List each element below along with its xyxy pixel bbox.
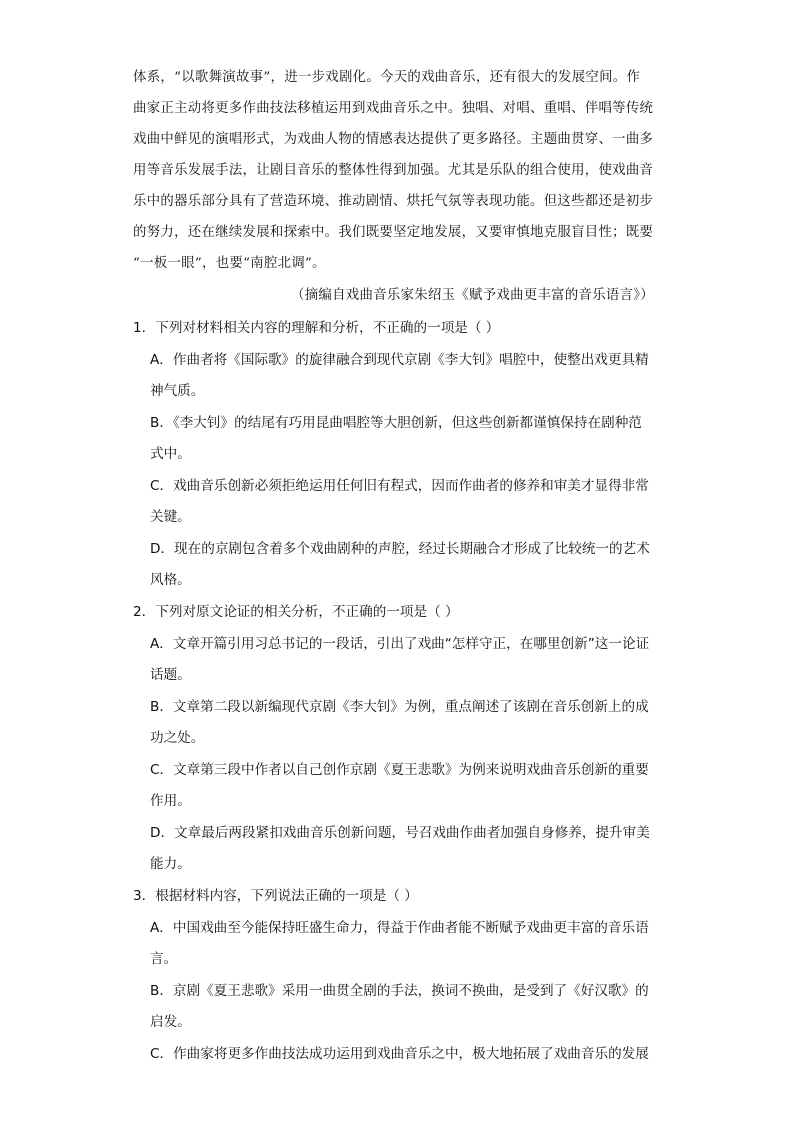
option-3a: A．中国戏曲至今能保持旺盛生命力，得益于作曲者能不断赋予戏曲更丰富的音乐语 [150,920,649,936]
option-2a-cont: 话题。 [150,667,191,683]
option-1a: A．作曲者将《国际歌》的旋律融合到现代京剧《李大钊》唱腔中，使整出戏更具精 [150,352,649,368]
option-1b: B．《李大钊》的结尾有巧用昆曲唱腔等大胆创新，但这些创新都谨慎保持在剧种范 [150,415,642,431]
option-1b-cont: 式中。 [150,446,191,462]
option-2d: D．文章最后两段紧扣戏曲音乐创新问题，号召戏曲作曲者加强自身修养，提升审美 [150,825,650,841]
option-2d-cont: 能力。 [150,856,191,872]
option-3b-cont: 启发。 [150,1014,191,1030]
passage-source: （摘编自戏曲音乐家朱绍玉《赋予戏曲更丰富的音乐语言》） [291,288,654,303]
option-1c: C．戏曲音乐创新必须拒绝运用任何旧有程式，因而作曲者的修养和审美才显得非常 [150,478,649,494]
option-3a-cont: 言。 [150,951,178,967]
option-1a-cont: 神气质。 [150,383,205,399]
option-1d: D．现在的京剧包含着多个戏曲剧种的声腔，经过长期融合才形成了比较统一的艺术 [150,541,650,557]
option-2b: B．文章第二段以新编现代京剧《李大钊》为例，重点阐述了该剧在音乐创新上的成 [150,699,649,715]
option-2c-cont: 作用。 [150,793,191,809]
option-3c: C．作曲家将更多作曲技法成功运用到戏曲音乐之中，极大地拓展了戏曲音乐的发展 [150,1046,649,1062]
question-stem-3: 3．根据材料内容，下列说法正确的一项是（ ） [133,888,418,904]
passage-line: 乐中的器乐部分具有了营造环境、推动剧情、烘托气氛等表现功能。但这些都还是初步 [133,194,654,209]
question-stem-2: 2．下列对原文论证的相关分析，不正确的一项是（ ） [133,604,459,620]
passage-line: 戏曲中鲜见的演唱形式，为戏曲人物的情感表达提供了更多路径。主题曲贯穿、一曲多 [133,132,654,147]
passage-line: 体系，“以歌舞演故事”，进一步戏剧化。今天的戏曲音乐，还有很大的发展空间。作 [133,70,641,85]
passage-line: “一板一眼”，也要“南腔北调”。 [133,256,326,271]
option-2c: C．文章第三段中作者以自己创作京剧《夏王悲歌》为例来说明戏曲音乐创新的重要 [150,762,649,778]
passage-line: 曲家正主动将更多作曲技法移植运用到戏曲音乐之中。独唱、对唱、重唱、伴唱等传统 [133,101,654,116]
option-1c-cont: 关键。 [150,509,191,525]
option-1d-cont: 风格。 [150,572,191,588]
option-3b: B．京剧《夏王悲歌》采用一曲贯全剧的手法，换词不换曲，是受到了《好汉歌》的 [150,983,649,999]
passage-line: 的努力，还在继续发展和探索中。我们既要坚定地发展，又要审慎地克服盲目性；既要 [133,225,654,240]
option-2b-cont: 功之处。 [150,730,205,746]
option-2a: A．文章开篇引用习总书记的一段话，引出了戏曲“怎样守正，在哪里创新”这一论证 [150,636,650,652]
passage-line: 用等音乐发展手法，让剧目音乐的整体性得到加强。尤其是乐队的组合使用，使戏曲音 [133,163,654,178]
question-stem-1: 1．下列对材料相关内容的理解和分析，不正确的一项是（ ） [133,320,500,336]
